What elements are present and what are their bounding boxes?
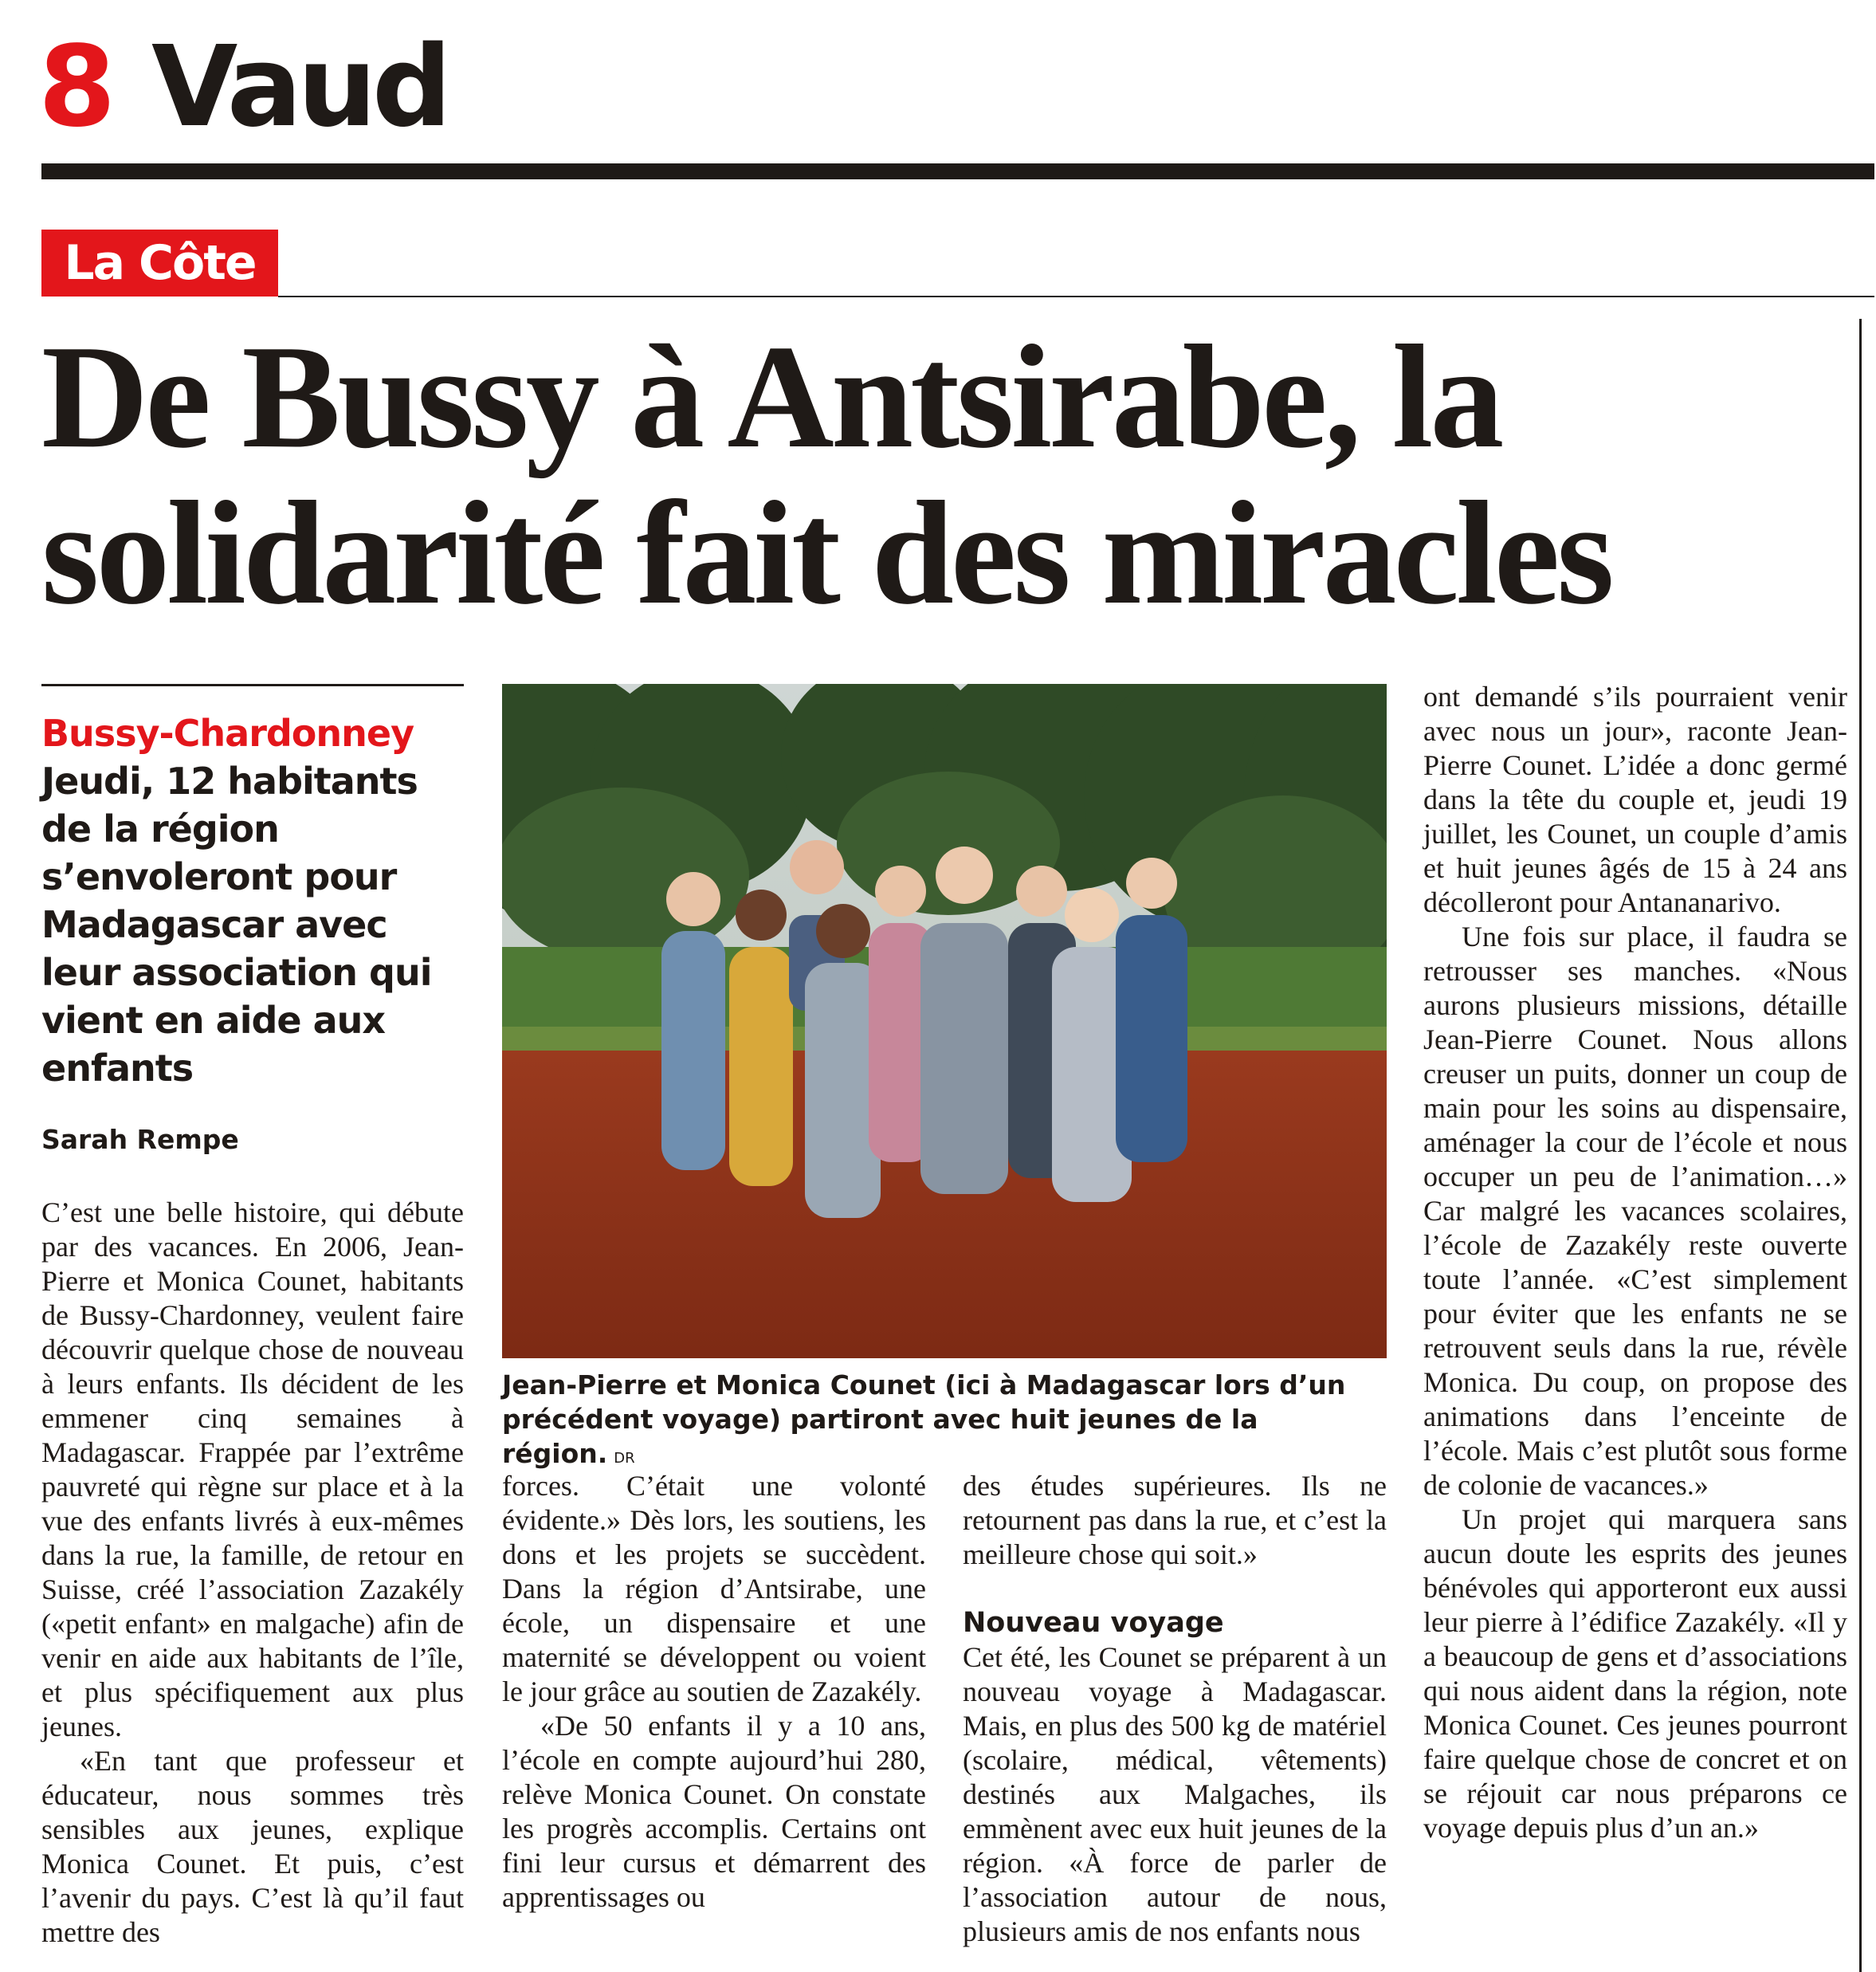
body-paragraph: Cet été, les Counet se préparent à un nouveau voyage à Madagascar. Mais, en plus des 500 kg de matériel (scolaire, médical, vêtements) destinés aux Malgaches, ils emmènent avec eux huit jeunes de la région. «À force de parler de l’association autour de nous, plusieurs amis de nos enfants nous: [963, 1641, 1387, 1947]
region-tag: La Côte: [41, 230, 278, 297]
body-paragraph: C’est une belle histoire, qui débute par des vacances. En 2006, Jean-Pierre et Monica Counet, habitants de Bussy-Chardonney, veulent faire découvrir quelque chose de nouveau à leurs enfants. Ils décident de les emmener cinq semaines à Madagascar. Frappée par l’extrême pauvreté qui règne sur place et à la vue des enfants livrés à eux-mêmes dans la rue, la famille, de retour en Suisse, créé l’association Zazakély («petit enfant» en malgache) afin de venir en aide aux habitants de l’île, et plus spécifiquement aux plus jeunes.: [41, 1196, 464, 1742]
subheading: Nouveau voyage: [963, 1607, 1224, 1639]
body-paragraph: Une fois sur place, il faudra se retrousser ses manches. «Nous aurons plusieurs missions, détaille Jean-Pierre Counet. Nous allons creuser un puits, donner un coup de main pour les soins au dispensaire, aménager la cour de l’école et nous occuper un peu de l’animation…» Car malgré les vacances scolaires, l’école de Zazakély reste ouverte toute l’année. «C’est simplement pour éviter que les enfants ne se retrouvent seuls dans la rue, révèle Monica. Du coup, on propose des animations dans l’enceinte de l’école. Mais c’est plutôt sous forme de colonie de vacances.»: [1423, 921, 1847, 1501]
body-paragraph: Un projet qui marquera sans aucun doute les esprits des jeunes bénévoles qui apporteront eux aussi leur pierre à l’édifice Zazakély. «Il y a beaucoup de gens et d’associations qui nous aident dans la région, note Monica Counet. Ces jeunes pourront faire quelque chose de concret et on se réjouit car nous préparons ce voyage depuis plus d’un an.»: [1423, 1503, 1847, 1844]
section-name: Vaud: [151, 22, 448, 152]
body-paragraph: «En tant que professeur et éducateur, nous sommes très sensibles aux jeunes, explique Monica Counet. Et puis, c’est l’avenir du pays. C’est là qu’il faut mettre des: [41, 1745, 464, 1948]
headline: De Bussy à Antsirabe, la solidarité fait des miracles: [41, 315, 1611, 635]
article-column-4: [1423, 680, 1847, 1845]
intro-rule: [41, 684, 464, 686]
article-column-3: [963, 1469, 1387, 1949]
byline: Sarah Rempe: [41, 1124, 239, 1155]
column-rule: [1859, 319, 1862, 1972]
article-column-2: [502, 1469, 926, 1915]
photo-caption: [502, 1368, 1387, 1475]
body-paragraph: «De 50 enfants il y a 10 ans, l’école en compte aujourd’hui 280, relève Monica Counet. On constate les progrès accomplis. Certains ont fini leur cursus et démarrent des apprentissages ou: [502, 1710, 926, 1913]
header-rule: [41, 163, 1874, 179]
locality-label: Bussy-Chardonney: [41, 712, 414, 755]
body-paragraph: des études supérieures. Ils ne retournent pas dans la rue, et c’est la meilleure chose qui soit.»: [963, 1470, 1387, 1570]
photo-credit: DR: [614, 1450, 635, 1467]
photo-caption-text: Jean-Pierre et Monica Counet (ici à Madagascar lors d’un précédent voyage) partiront avec huit jeunes de la région.: [502, 1369, 1346, 1469]
body-paragraph: ont demandé s’ils pourraient venir avec nous un jour», raconte Jean-Pierre Counet. L’idée a donc germé dans la tête du couple et, jeudi 19 juillet, les Counet, un couple d’amis et huit jeunes âgés de 15 à 24 ans décolleront pour Antananarivo.: [1423, 681, 1847, 918]
article-column-1: [41, 1196, 464, 1950]
lead-paragraph: Jeudi, 12 habitants de la région s’envoleront pour Madagascar avec leur association qui vient en aide aux enfants: [41, 760, 432, 1090]
region-rule: [278, 296, 1874, 297]
body-paragraph: forces. C’était une volonté évidente.» Dès lors, les soutiens, les dons et les projets se succèdent. Dans la région d’Antsirabe, une école, un dispensaire et une maternité se développent ou voient le jour grâce au soutien de Zazakély.: [502, 1470, 926, 1707]
page-number: 8: [38, 22, 113, 152]
group-photo: [502, 684, 1387, 1358]
